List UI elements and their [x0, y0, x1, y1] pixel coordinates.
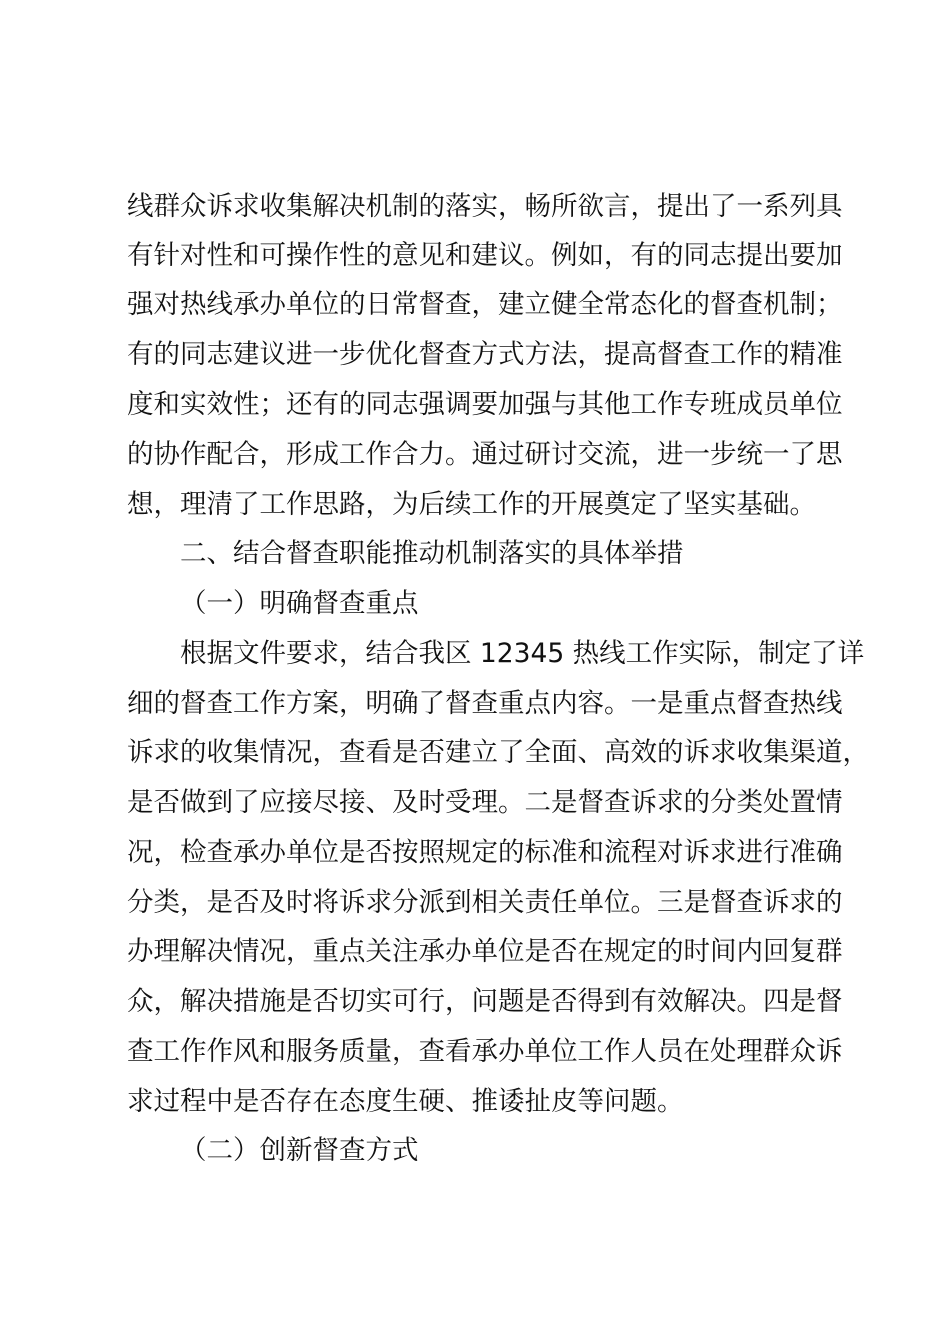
paragraph-line: 是否做到了应接尽接、及时受理。二是督查诉求的分类处置情	[127, 787, 843, 818]
paragraph-line: 的协作配合，形成工作合力。通过研讨交流，进一步统一了思	[127, 439, 843, 470]
paragraph-line: 有的同志建议进一步优化督查方式方法，提高督查工作的精准	[127, 339, 843, 370]
paragraph-line: 查工作作风和服务质量，查看承办单位工作人员在处理群众诉	[127, 1036, 843, 1067]
paragraph-line: 线群众诉求收集解决机制的落实，畅所欲言，提出了一系列具	[127, 191, 843, 222]
subsection-heading: （二）创新督查方式	[180, 1135, 419, 1166]
paragraph-line: 况，检查承办单位是否按照规定的标准和流程对诉求进行准确	[127, 837, 843, 868]
paragraph-line: 众，解决措施是否切实可行，问题是否得到有效解决。四是督	[127, 986, 843, 1017]
paragraph-line: 分类，是否及时将诉求分派到相关责任单位。三是督查诉求的	[127, 887, 843, 918]
subsection-heading: （一）明确督查重点	[180, 588, 419, 619]
paragraph-line: 有针对性和可操作性的意见和建议。例如，有的同志提出要加	[127, 240, 843, 271]
paragraph-line: 根据文件要求，结合我区 12345 热线工作实际，制定了详	[180, 638, 865, 669]
paragraph-line: 想，理清了工作思路，为后续工作的开展奠定了坚实基础。	[127, 489, 816, 520]
paragraph-line: 求过程中是否存在态度生硬、推诿扯皮等问题。	[127, 1086, 684, 1117]
paragraph-line: 诉求的收集情况，查看是否建立了全面、高效的诉求收集渠道，	[127, 737, 869, 768]
paragraph-line: 度和实效性；还有的同志强调要加强与其他工作专班成员单位	[127, 389, 843, 420]
paragraph-line: 办理解决情况，重点关注承办单位是否在规定的时间内回复群	[127, 936, 843, 967]
paragraph-line: 细的督查工作方案，明确了督查重点内容。一是重点督查热线	[127, 688, 843, 719]
paragraph-line: 强对热线承办单位的日常督查，建立健全常态化的督查机制；	[127, 289, 843, 320]
section-heading: 二、结合督查职能推动机制落实的具体举措	[180, 538, 684, 569]
